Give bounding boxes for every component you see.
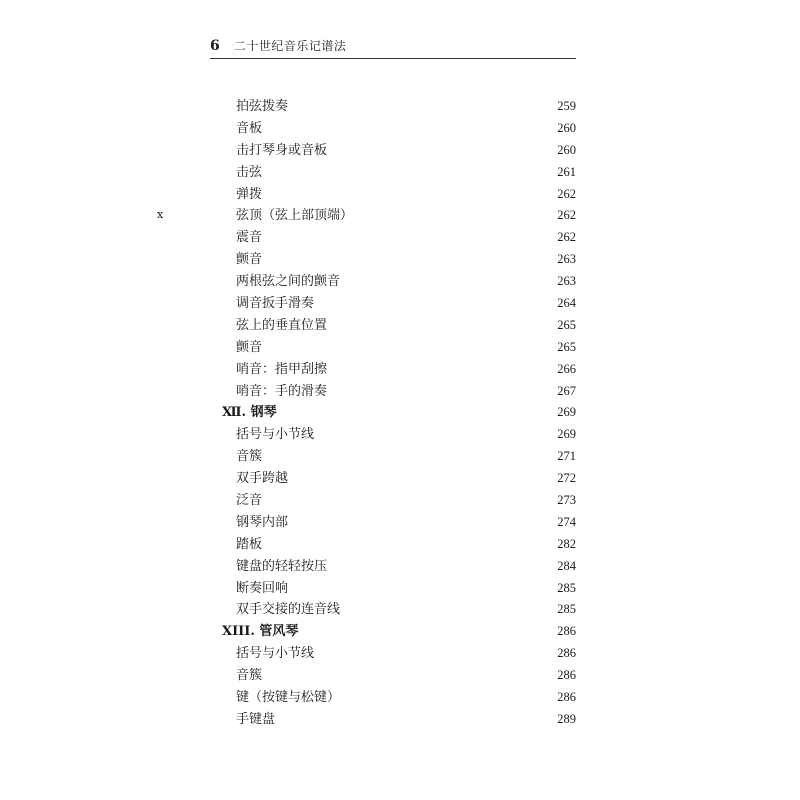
toc-entry bbox=[222, 534, 576, 556]
toc-entry-title: 两根弦之间的颤音 bbox=[236, 274, 341, 290]
toc-entry bbox=[222, 293, 576, 315]
toc-entry bbox=[222, 118, 576, 140]
toc-page-number: 286 bbox=[557, 690, 576, 705]
toc-entry bbox=[222, 337, 576, 359]
toc-entry-title: 击打琴身或音板 bbox=[236, 142, 328, 158]
toc-page-number: 262 bbox=[557, 208, 576, 223]
toc-page-number: 263 bbox=[557, 252, 576, 267]
toc-page-number: 284 bbox=[557, 558, 576, 573]
toc-entry-title: 音簇 bbox=[236, 668, 263, 684]
toc-page-number: 272 bbox=[557, 471, 576, 486]
toc-entry-title: 踏板 bbox=[236, 536, 263, 552]
toc-entry-title: 震音 bbox=[236, 230, 263, 246]
toc-page-number: 261 bbox=[557, 164, 576, 179]
table-of-contents bbox=[222, 96, 576, 731]
toc-entry-title: 泛音 bbox=[236, 493, 263, 509]
toc-page-number: 273 bbox=[557, 493, 576, 508]
toc-entry bbox=[222, 205, 576, 227]
toc-section-heading bbox=[222, 402, 576, 424]
page-number: 6 bbox=[210, 38, 220, 54]
toc-section-heading bbox=[222, 621, 576, 643]
toc-entry bbox=[222, 424, 576, 446]
toc-entry-title: 颤音 bbox=[236, 252, 263, 268]
toc-page-number: 266 bbox=[557, 361, 576, 376]
toc-entry bbox=[222, 359, 576, 381]
toc-entry bbox=[222, 249, 576, 271]
toc-entry-title: 键（按键与松键） bbox=[236, 690, 341, 706]
toc-entry bbox=[222, 709, 576, 731]
toc-entry bbox=[222, 162, 576, 184]
toc-page-number: 265 bbox=[557, 317, 576, 332]
toc-entry-title: 键盘的轻轻按压 bbox=[236, 558, 328, 574]
toc-entry bbox=[222, 665, 576, 687]
toc-entry-title: 音板 bbox=[236, 120, 263, 136]
toc-page-number: 265 bbox=[557, 339, 576, 354]
toc-entry bbox=[222, 490, 576, 512]
toc-entry-title: 击弦 bbox=[236, 164, 263, 180]
toc-entry-title: 弹拨 bbox=[236, 186, 263, 202]
toc-entry bbox=[222, 578, 576, 600]
toc-page-number: 285 bbox=[557, 602, 576, 617]
toc-page-number: 260 bbox=[557, 142, 576, 157]
toc-entry bbox=[222, 556, 576, 578]
book-title: 二十世纪音乐记谱法 bbox=[233, 39, 347, 53]
toc-page-number: 260 bbox=[557, 120, 576, 135]
toc-entry-title: 音簇 bbox=[236, 449, 263, 465]
toc-entry bbox=[222, 599, 576, 621]
toc-entry-title: 断奏回响 bbox=[236, 580, 289, 596]
toc-page-number: 285 bbox=[557, 580, 576, 595]
toc-page-number: 286 bbox=[557, 624, 576, 639]
toc-entry-title: 钢琴内部 bbox=[236, 514, 289, 530]
toc-entry-title: 拍弦拨奏 bbox=[236, 99, 289, 114]
toc-entry bbox=[222, 643, 576, 665]
toc-entry-title: 括号与小节线 bbox=[236, 646, 315, 662]
toc-page-number: 262 bbox=[557, 186, 576, 201]
toc-page-number: 263 bbox=[557, 274, 576, 289]
margin-mark: x bbox=[157, 208, 164, 221]
toc-entry bbox=[222, 96, 576, 118]
toc-entry bbox=[222, 512, 576, 534]
toc-page-number: 269 bbox=[557, 427, 576, 442]
toc-entry-title: 颤音 bbox=[236, 339, 263, 355]
toc-entry-title: 弦上的垂直位置 bbox=[236, 317, 328, 333]
toc-entry-title: 括号与小节线 bbox=[236, 427, 315, 443]
toc-entry bbox=[222, 381, 576, 403]
toc-page-number: 286 bbox=[557, 668, 576, 683]
toc-entry-title: 双手交接的连音线 bbox=[236, 602, 341, 618]
toc-entry bbox=[222, 184, 576, 206]
toc-page-number: 286 bbox=[557, 646, 576, 661]
toc-page-number: 271 bbox=[557, 449, 576, 464]
toc-entry bbox=[222, 687, 576, 709]
toc-entry bbox=[222, 140, 576, 162]
toc-page-number: 274 bbox=[557, 514, 576, 529]
toc-entry bbox=[222, 271, 576, 293]
toc-entry bbox=[222, 468, 576, 490]
toc-entry-title: 调音扳手滑奏 bbox=[236, 296, 315, 312]
toc-page-number: 282 bbox=[557, 536, 576, 551]
toc-entry-title: 哨音：指甲刮擦 bbox=[236, 361, 328, 377]
toc-entry bbox=[222, 315, 576, 337]
toc-page-number: 289 bbox=[557, 711, 576, 726]
toc-entry bbox=[222, 446, 576, 468]
toc-page-number: 269 bbox=[557, 405, 576, 420]
toc-entry-title: XIII. 管风琴 bbox=[222, 624, 299, 640]
toc-entry-title: 哨音：手的滑奏 bbox=[236, 383, 328, 399]
toc-page-number: 264 bbox=[557, 296, 576, 311]
toc-entry-title: Ⅻ. 钢琴 bbox=[222, 405, 277, 421]
toc-entry bbox=[222, 227, 576, 249]
toc-page-number: 262 bbox=[557, 230, 576, 245]
toc-page-number: 259 bbox=[557, 99, 576, 113]
toc-entry-title: 双手跨越 bbox=[236, 471, 289, 487]
toc-entry-title: 弦顶（弦上部顶端） bbox=[236, 208, 354, 224]
toc-page-number: 267 bbox=[557, 383, 576, 398]
running-head bbox=[210, 38, 576, 59]
toc-entry-title: 手键盘 bbox=[236, 711, 276, 727]
